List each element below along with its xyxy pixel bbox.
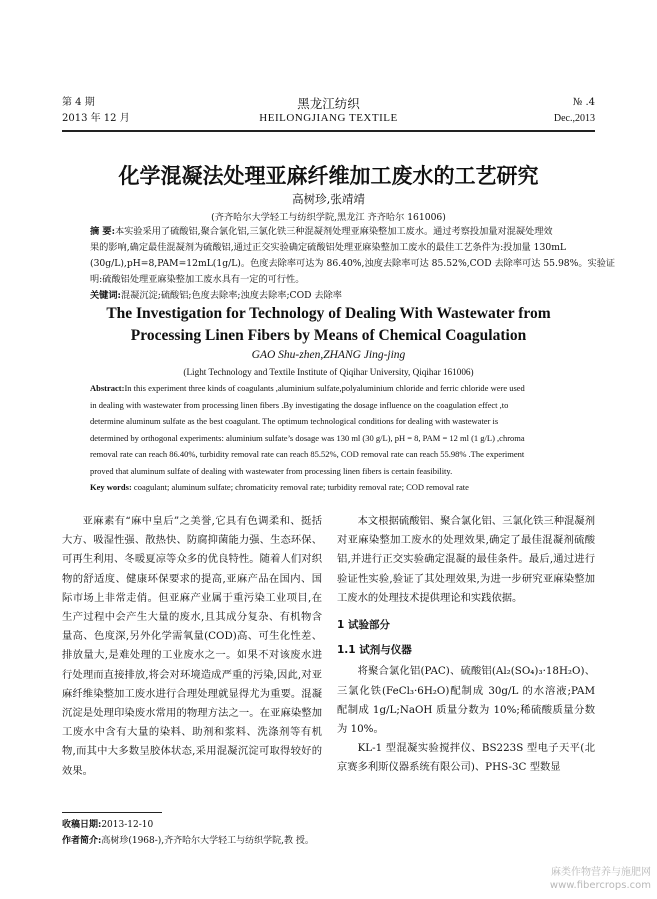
footnote-rule (62, 812, 162, 813)
header-rule (62, 130, 595, 132)
section-heading-1-1: 1.1 试剂与仪器 (337, 644, 412, 657)
footnote-author: 高树珍(1968-),齐齐哈尔大学轻工与纺织学院,教 授。 (101, 836, 314, 846)
header-number: № .4 (572, 97, 595, 108)
affiliation-cn: (齐齐哈尔大学轻工与纺织学院,黑龙江 齐齐哈尔 161006) (211, 212, 446, 223)
abstract-cn-label: 摘 要: (90, 226, 115, 237)
body-right-paragraph-3: KL-1 型混凝实验搅拌仪、BS223S 型电子天平(北京赛多利斯仪器系统有限公司)、PHS-3C 型数显 (337, 742, 595, 774)
page-title-en-line2: Processing Linen Fibers by Means of Chemical Coagulation (130, 327, 527, 344)
abstract-cn-line1: 本实验采用了硫酸铝,聚合氯化铝,三氯化铁三种混凝剂处理亚麻染整加工废水。通过考察投加量对混凝处理效 (114, 226, 553, 237)
abstract-cn-line4: 明:硫酸铝处理亚麻染整加工废水具有一定的可行性。 (90, 274, 305, 285)
footnote-received: 2013-12-10 (101, 820, 154, 830)
page-title-en-line1: The Investigation for Technology of Dealing With Wastewater from (106, 305, 551, 322)
body-right-paragraph-1: 本文根据硫酸铝、聚合氯化铝、三氯化铁三种混凝剂对亚麻染整加工废水的处理效果,确定了最佳混凝剂硫酸铝,并进行正交实验确定混凝的最佳条件。最后,通过进行验证性实验,验证了其处理效果,为进一步研究亚麻染整加工废水的处理技术提供理论和实践依据。 (337, 515, 595, 604)
abstract-en-label: Abstract: (90, 383, 125, 393)
header-journal-en: HEILONGJIANG TEXTILE (259, 112, 398, 124)
keywords-cn-text: 混凝沉淀;硫酸铝;色度去除率;浊度去除率;COD 去除率 (120, 290, 342, 301)
header-journal-cn: 黑龙江纺织 (297, 96, 360, 111)
body-right-paragraph-2: 将聚合氯化铝(PAC)、硫酸铝(Al₂(SO₄)₃·18H₂O)、三氯化铁(FeCl₃·6H₂O)配制成 30g/L 的水溶液;PAM 配制成 1g/L;NaOH 质量分数为 10%;稀硫酸质量分数为 10%。 (337, 665, 595, 736)
keywords-en-text: coagulant; aluminum sulfate; chromaticity removal rate; turbidity removal rate; COD removal rate (133, 482, 469, 492)
authors-en: GAO Shu-zhen,ZHANG Jing-jing (251, 349, 406, 361)
abstract-en-line6: proved that aluminum sulfate of dealing with wastewater from processing linen fibers is certain feasibility. (90, 465, 453, 476)
keywords-en-label: Key words: (90, 482, 132, 492)
abstract-cn-line3: (30g/L),pH=8,PAM=12mL(1g/L)。色度去除率可达为 86.40%,浊度去除率可达 85.52%,COD 去除率可达 55.98%。实验证 (90, 258, 616, 269)
watermark (550, 866, 651, 892)
body-right-column (337, 512, 595, 778)
header-date: 2013 年 12 月 (62, 113, 130, 124)
abstract-en-line5: removal rate can reach 86.40%, turbidity removal rate can reach 85.52%, COD removal rate can reach 55.98% .The experiment (90, 449, 525, 459)
footnote (62, 818, 314, 848)
abstract-en (90, 380, 570, 496)
abstract-en-line2: in dealing with wastewater from processing linen fibers .By investigating the dosage influence on the coagulation effect ,to (90, 399, 509, 410)
page-title-cn: 化学混凝法处理亚麻纤维加工废水的工艺研究 (118, 164, 539, 188)
header-date-en: Dec.,2013 (553, 113, 595, 124)
abstract-cn (90, 224, 616, 304)
section-heading-1: 1 试验部分 (337, 619, 390, 632)
keywords-cn-label: 关键词: (90, 290, 121, 301)
footnote-author-label: 作者简介: (62, 836, 102, 846)
watermark-line1: 麻类作物营养与施肥网 (551, 867, 651, 878)
body-left-paragraph: 亚麻素有“麻中皇后”之美誉,它具有色调柔和、挺括大方、吸湿性强、散热快、防腐抑菌能力强、生态环保、可再生利用、冬暖夏凉等众多的优良特性。随着人们对织物的舒适度、健康环保要求的提高,亚麻产品在国内、国际市场上非常走俏。但亚麻产业属于重污染工业项目,在生产过程中会产生大量的废水,且其成分复杂、有机物含量高、色度深,另外化学需氧量(COD)高、可生化性差、排放量大,是难处理的工业废水之一。如果不对该废水进行处理而直接排放,将会对环境造成严重的污染,因此,对亚麻纤维染整加工废水进行合理处理就显得尤为重要。混凝沉淀是处理印染废水常用的物理方法之一。在亚麻染整加工废水中含有大量的染料、助剂和浆料、洗涤剂等有机物,而其中大多数呈胶体状态,采用混凝沉淀可取得较好的效果。 (62, 515, 322, 777)
abstract-en-line1: In this experiment three kinds of coagulants ,aluminium sulfate,polyaluminium chloride and ferric chloride were used (124, 383, 525, 393)
affiliation-en: (Light Technology and Textile Institute of Qiqihar University, Qiqihar 161006) (183, 367, 474, 377)
abstract-en-line3: determine aluminum sulfate as the best coagulant. The optimum technological conditions for dealing with wastewater is (90, 416, 499, 426)
abstract-en-line4: determined by orthogonal experiments: aluminium sulfate’s dosage was 130 ml (30 g/L), pH = 8, PAM = 12 ml (1 g/L) ,chroma (90, 432, 525, 443)
watermark-line2: www.fibercrops.com (549, 880, 651, 891)
authors-cn: 高树珍,张靖靖 (292, 192, 365, 206)
abstract-cn-line2: 果的影响,确定最佳混凝剂为硫酸铝,通过正交实验确定硫酸铝处理亚麻染整加工废水的最佳工艺条件为:投加量 130mL (90, 242, 567, 253)
header-issue: 第 4 期 (62, 97, 95, 108)
footnote-received-label: 收稿日期: (62, 820, 102, 830)
body-left-column (62, 512, 322, 781)
